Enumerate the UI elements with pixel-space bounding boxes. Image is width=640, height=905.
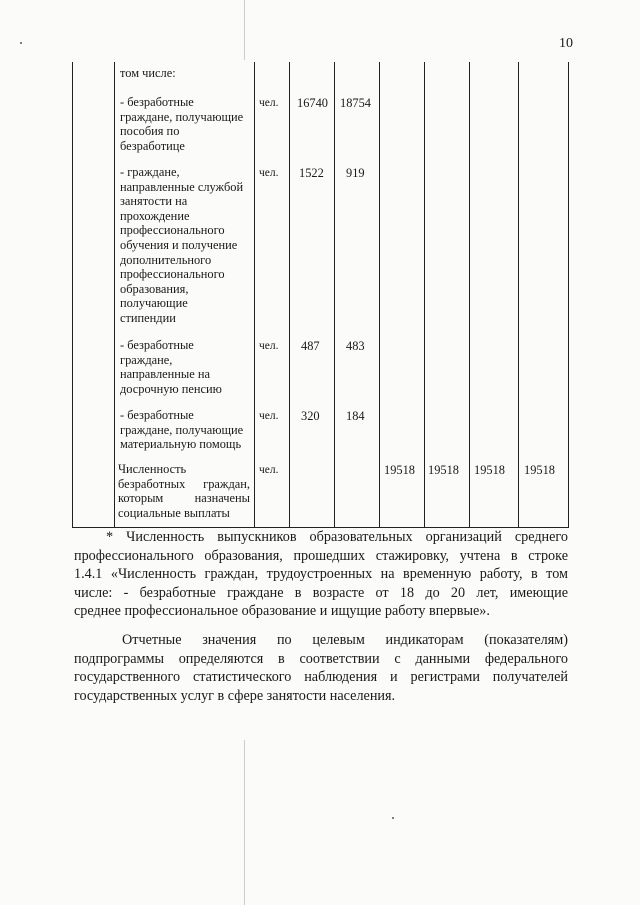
table-border-right — [568, 62, 569, 528]
table-col-divider — [424, 62, 425, 528]
row-unit: чел. — [259, 464, 279, 476]
row-label: - граждане, направленные службой занятости на прохождение профессионального обучения и получение дополнительного профессионального образования, получающие стипендии — [120, 165, 244, 325]
row-value: 18754 — [340, 96, 371, 110]
table-col-divider — [114, 62, 115, 528]
row-value: 19518 — [524, 463, 555, 477]
scan-fold-line — [244, 0, 245, 60]
scan-speck — [392, 817, 394, 819]
footnote: * Численность выпускников образовательных организаций среднего профессионального образования, прошедших стажировку, учтена в строке 1.4.1 «Численность граждан, трудоустроенных на временную работу, в том числе: - безработные граждане в возрасте от 18 до 20 лет, имеющие среднее профессиональное образование и ищущие работу впервые». — [74, 529, 568, 620]
row-unit: чел. — [259, 167, 279, 179]
row-value: 184 — [346, 409, 365, 423]
row-value: 919 — [346, 166, 365, 180]
table-col-divider — [379, 62, 380, 528]
page-number: 10 — [559, 36, 573, 51]
row-label: Численность безработных граждан, которым назначены социальные выплаты — [118, 462, 250, 520]
row-value: 19518 — [428, 463, 459, 477]
table-col-divider — [334, 62, 335, 528]
row-label: - безработные граждане, получающие пособия по безработице — [120, 95, 244, 153]
row-value: 483 — [346, 339, 365, 353]
row-label: - безработные граждане, получающие материальную помощь — [120, 408, 244, 452]
scan-fold-line-lower — [244, 740, 245, 905]
table-col-divider — [469, 62, 470, 528]
table-col-divider — [254, 62, 255, 528]
row-value: 1522 — [299, 166, 324, 180]
row-label: - безработные граждане, направленные на досрочную пенсию — [120, 338, 222, 396]
row-value: 487 — [301, 339, 320, 353]
row-unit: чел. — [259, 97, 279, 109]
row-unit: чел. — [259, 410, 279, 422]
table-col-divider — [289, 62, 290, 528]
scan-speck — [20, 42, 22, 44]
body-paragraph: Отчетные значения по целевым индикаторам (показателям) подпрограммы определяются в соответствии с данными федерального государственного статистического наблюдения и регистрами получателей государственных услуг в сфере занятости населения. — [74, 632, 568, 704]
table-col-divider — [518, 62, 519, 528]
row-label: том числе: — [120, 66, 176, 80]
row-unit: чел. — [259, 340, 279, 352]
table-border-left — [72, 62, 73, 528]
row-value: 19518 — [384, 463, 415, 477]
row-value: 19518 — [474, 463, 505, 477]
row-value: 320 — [301, 409, 320, 423]
row-value: 16740 — [297, 96, 328, 110]
